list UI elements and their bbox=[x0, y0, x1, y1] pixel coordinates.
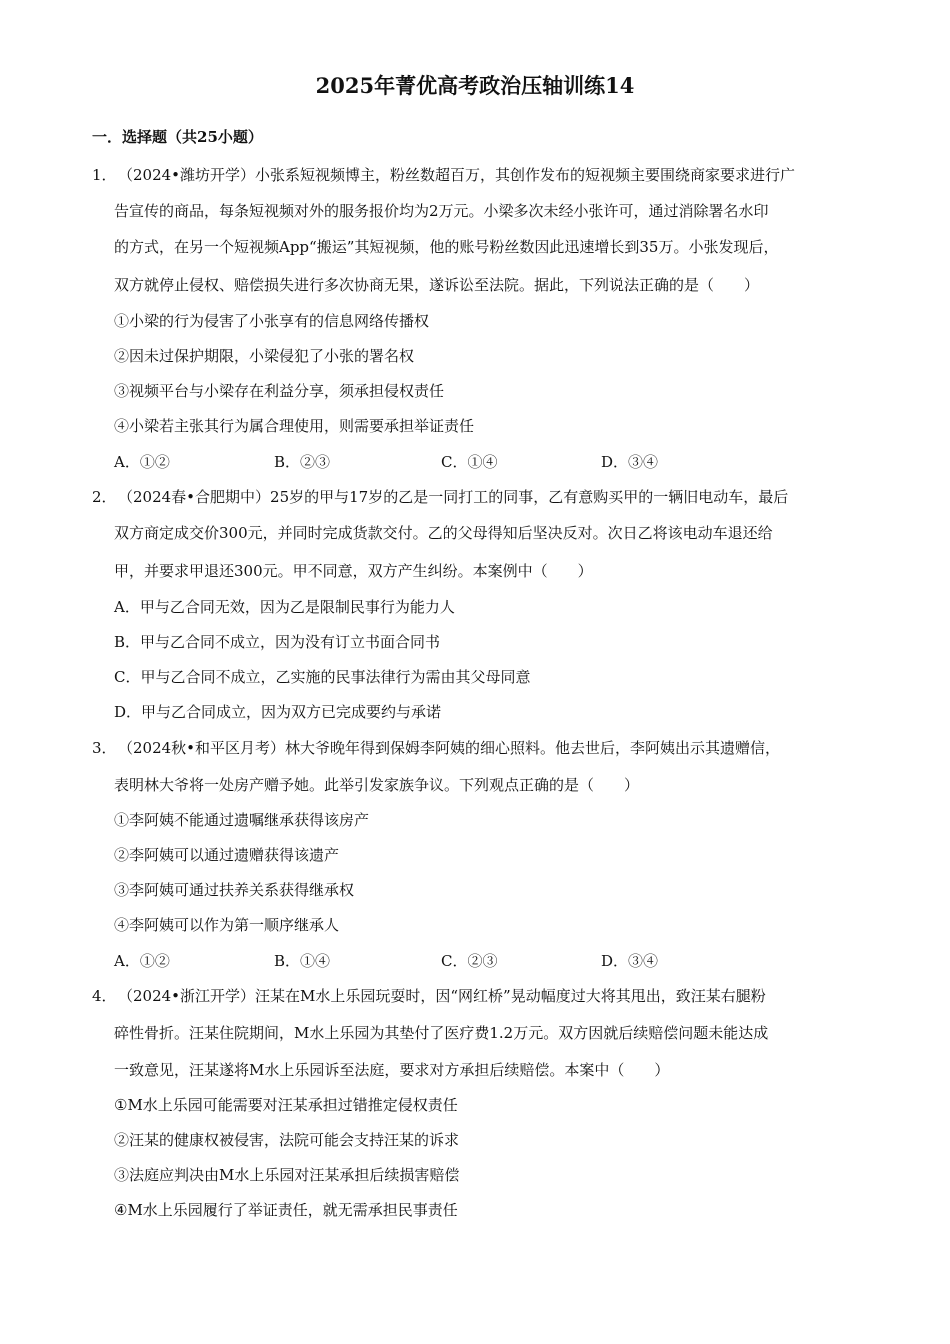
choice-d: D．③④ bbox=[601, 952, 659, 970]
question-text-line: （2024•浙江开学）汪某在M水上乐园玩耍时，因“网红桥”晃动幅度过大将其甩出，致汪某右腿粉 bbox=[118, 987, 766, 1005]
statement: ①小梁的行为侵害了小张享有的信息网络传播权 bbox=[114, 312, 430, 330]
option: A．甲与乙合同无效，因为乙是限制民事行为能力人 bbox=[114, 598, 455, 616]
page-title: 2025年菁优高考政治压轴训练14 bbox=[315, 73, 635, 98]
statement: ①M水上乐园可能需要对汪某承担过错推定侵权责任 bbox=[114, 1096, 458, 1114]
question-text-line: 碎性骨折。汪某住院期间，M水上乐园为其垫付了医疗费1.2万元。双方因就后续赔偿问题未能达成 bbox=[114, 1024, 769, 1042]
option: B．甲与乙合同不成立，因为没有订立书面合同书 bbox=[114, 633, 441, 651]
statement: ②汪某的健康权被侵害，法院可能会支持汪某的诉求 bbox=[114, 1131, 460, 1149]
question-text-line: 告宣传的商品，每条短视频对外的服务报价均为2万元。小梁多次未经小张许可，通过消除署名水印 bbox=[114, 202, 769, 220]
statement: ①李阿姨不能通过遗嘱继承获得该房产 bbox=[114, 811, 370, 829]
option: C．甲与乙合同不成立，乙实施的民事法律行为需由其父母同意 bbox=[114, 668, 531, 686]
question-number: 2． bbox=[92, 488, 117, 506]
statement: ③法庭应判决由M水上乐园对汪某承担后续损害赔偿 bbox=[114, 1166, 460, 1184]
choice-b: B．①④ bbox=[274, 952, 331, 970]
statement: ④李阿姨可以作为第一顺序继承人 bbox=[114, 916, 340, 934]
question-text-line: 双方商定成交价300元，并同时完成货款交付。乙的父母得知后坚决反对。次日乙将该电动车退还给 bbox=[114, 524, 773, 542]
statement: ③李阿姨可通过扶养关系获得继承权 bbox=[114, 881, 355, 899]
question-text-line: （2024•潍坊开学）小张系短视频博主，粉丝数超百万，其创作发布的短视频主要围绕商家要求进行广 bbox=[118, 166, 796, 184]
statement: ③视频平台与小梁存在利益分享，须承担侵权责任 bbox=[114, 382, 445, 400]
question-text-line: 的方式，在另一个短视频App“搬运”其短视频，他的账号粉丝数因此迅速增长到35万。小张发现后， bbox=[114, 238, 779, 256]
section-heading: 一．选择题（共25小题） bbox=[92, 128, 263, 146]
option: D．甲与乙合同成立，因为双方已完成要约与承诺 bbox=[114, 703, 442, 721]
question-text-line: 表明林大爷将一处房产赠予她。此举引发家族争议。下列观点正确的是（ ） bbox=[114, 776, 640, 794]
question-number: 3． bbox=[92, 739, 117, 757]
choice-b: B．②③ bbox=[274, 453, 331, 471]
question-text-line: 一致意见，汪某遂将M水上乐园诉至法庭，要求对方承担后续赔偿。本案中（ ） bbox=[114, 1061, 670, 1079]
question-text-line: 甲，并要求甲退还300元。甲不同意，双方产生纠纷。本案例中（ ） bbox=[114, 562, 593, 580]
question-number: 4． bbox=[92, 987, 117, 1005]
statement: ②李阿姨可以通过遗赠获得该遗产 bbox=[114, 846, 340, 864]
choice-a: A．①② bbox=[114, 952, 170, 970]
question-number: 1． bbox=[92, 166, 117, 184]
statement: ④小梁若主张其行为属合理使用，则需要承担举证责任 bbox=[114, 417, 475, 435]
question-text-line: 双方就停止侵权、赔偿损失进行多次协商无果，遂诉讼至法院。据此，下列说法正确的是（ ） bbox=[114, 276, 760, 294]
statement: ④M水上乐园履行了举证责任，就无需承担民事责任 bbox=[114, 1201, 458, 1219]
question-text-line: （2024秋•和平区月考）林大爷晚年得到保姆李阿姨的细心照料。他去世后，李阿姨出示其遗赠信， bbox=[118, 739, 781, 757]
choice-c: C．②③ bbox=[441, 952, 498, 970]
statement: ②因未过保护期限，小梁侵犯了小张的署名权 bbox=[114, 347, 415, 365]
choice-c: C．①④ bbox=[441, 453, 498, 471]
choice-d: D．③④ bbox=[601, 453, 659, 471]
question-text-line: （2024春•合肥期中）25岁的甲与17岁的乙是一同打工的同事，乙有意购买甲的一辆旧电动车，最后 bbox=[118, 488, 789, 506]
choice-a: A．①② bbox=[114, 453, 170, 471]
